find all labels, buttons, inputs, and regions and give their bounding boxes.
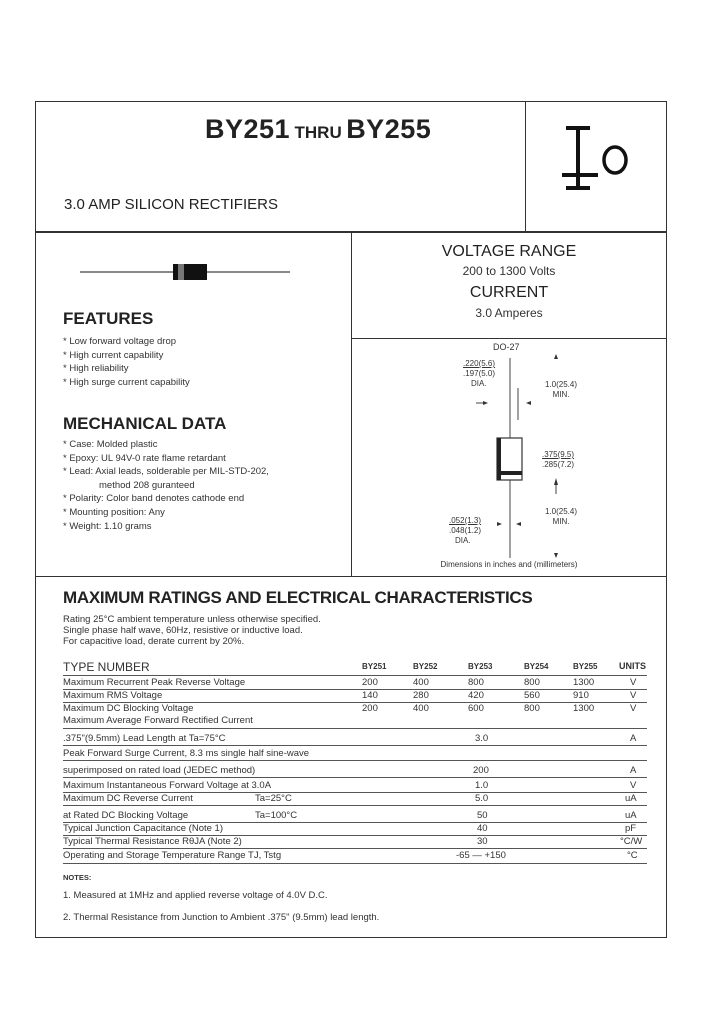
- voltage-label: VOLTAGE RANGE: [441, 243, 577, 260]
- characteristics-heading: MAXIMUM RATINGS AND ELECTRICAL CHARACTERISTICS: [63, 588, 533, 607]
- list-item: * Weight: 1.10 grams: [63, 520, 152, 532]
- thru-label: THRU: [294, 123, 342, 142]
- package-dims-note: Dimensions in inches and (millimeters): [440, 560, 578, 569]
- company-logo: [560, 120, 640, 200]
- list-item: method 208 guranteed: [99, 479, 195, 491]
- list-item: * Low forward voltage drop: [63, 336, 177, 347]
- table-row: at Rated DC Blocking Voltage Ta=100°C 50 uA: [63, 810, 637, 821]
- table-divider: [63, 760, 647, 761]
- package-drawing: [470, 348, 580, 563]
- table-row: Maximum DC Blocking Voltage 200 400 600 800 1300 V: [63, 703, 637, 714]
- table-row: Operating and Storage Temperature Range TJ, Tstg -65 — +150 °C: [63, 850, 638, 861]
- dim-e: .052(1.3) .048(1.2) DIA.: [449, 516, 482, 545]
- list-item: * High current capability: [63, 349, 164, 361]
- list-item: * Polarity: Color band denotes cathode end: [63, 493, 245, 505]
- mechanical-heading: MECHANICAL DATA: [63, 414, 227, 433]
- table-row: Maximum RMS Voltage 140 280 420 560 910 V: [63, 690, 637, 701]
- features-list: [63, 335, 190, 389]
- list-item: * Case: Molded plastic: [63, 439, 158, 450]
- list-item: * Epoxy: UL 94V-0 rate flame retardant: [63, 452, 226, 464]
- part-first: BY251: [205, 114, 291, 144]
- table-row: Peak Forward Surge Current, 8.3 ms single half sine-wave: [63, 748, 310, 759]
- dim-c: .375(9.5) .285(7.2): [542, 450, 575, 469]
- type-number-header: TYPE NUMBER: [63, 660, 150, 674]
- table-divider: [63, 777, 647, 778]
- table-row: Maximum Instantaneous Forward Voltage at 3.0A 1.0 V: [63, 780, 637, 791]
- table-divider: [63, 805, 647, 806]
- note-2: 2. Thermal Resistance from Junction to Ambient .375" (9.5mm) lead length.: [63, 912, 380, 923]
- list-item: * High reliability: [63, 363, 129, 375]
- part-last: BY255: [346, 114, 432, 144]
- list-item: * Mounting position: Any: [63, 506, 165, 518]
- subtitle: 3.0 AMP SILICON RECTIFIERS: [64, 196, 278, 213]
- table-row: Maximum Recurrent Peak Reverse Voltage 200 400 800 800 1300 V: [63, 677, 637, 688]
- list-item: * Lead: Axial leads, solderable per MIL-STD-202,: [63, 466, 269, 478]
- table-divider: [63, 863, 647, 864]
- table-divider: [63, 745, 647, 746]
- features-heading: FEATURES: [63, 309, 154, 328]
- table-divider: [63, 675, 647, 676]
- package-name: DO-27: [493, 342, 520, 352]
- table-divider: [63, 848, 647, 849]
- table-divider: [63, 728, 647, 729]
- table-row: Maximum Average Forward Rectified Current: [63, 715, 253, 726]
- current-value: 3.0 Amperes: [475, 306, 543, 320]
- dim-a: .220(5.6) .197(5.0) DIA.: [463, 359, 496, 388]
- table-header: TYPE NUMBER BY251 BY252 BY253 BY254 BY255 UNITS: [63, 660, 646, 674]
- rating-intro: Rating 25°C ambient temperature unless otherwise specified. Single phase half wave, 60Hz, resistive or inductive load. For capacitive load, derate current by 20%.: [63, 614, 321, 647]
- current-label: CURRENT: [469, 284, 549, 301]
- notes-heading: NOTES:: [63, 873, 92, 882]
- voltage-value: 200 to 1300 Volts: [462, 264, 556, 278]
- table-row: Maximum DC Reverse Current Ta=25°C 5.0 uA: [63, 793, 637, 804]
- table-row: superimposed on rated load (JEDEC method) 200 A: [63, 765, 637, 776]
- diode-illustration: [80, 262, 290, 282]
- table-row: Typical Thermal Resistance RθJA (Note 2) 30 °C/W: [63, 836, 643, 847]
- dim-d: 1.0(25.4) MIN.: [545, 507, 578, 526]
- list-item: * High surge current capability: [63, 376, 190, 388]
- dim-b: 1.0(25.4) MIN.: [545, 380, 578, 399]
- note-1: 1. Measured at 1MHz and applied reverse voltage of 4.0V D.C.: [63, 890, 328, 901]
- table-row: Typical Junction Capacitance (Note 1) 40 pF: [63, 823, 637, 834]
- mechanical-list: [63, 438, 269, 533]
- table-row: .375"(9.5mm) Lead Length at Ta=75°C 3.0 A: [63, 733, 637, 744]
- part-title: [205, 114, 431, 145]
- logo-graphic: [560, 120, 640, 200]
